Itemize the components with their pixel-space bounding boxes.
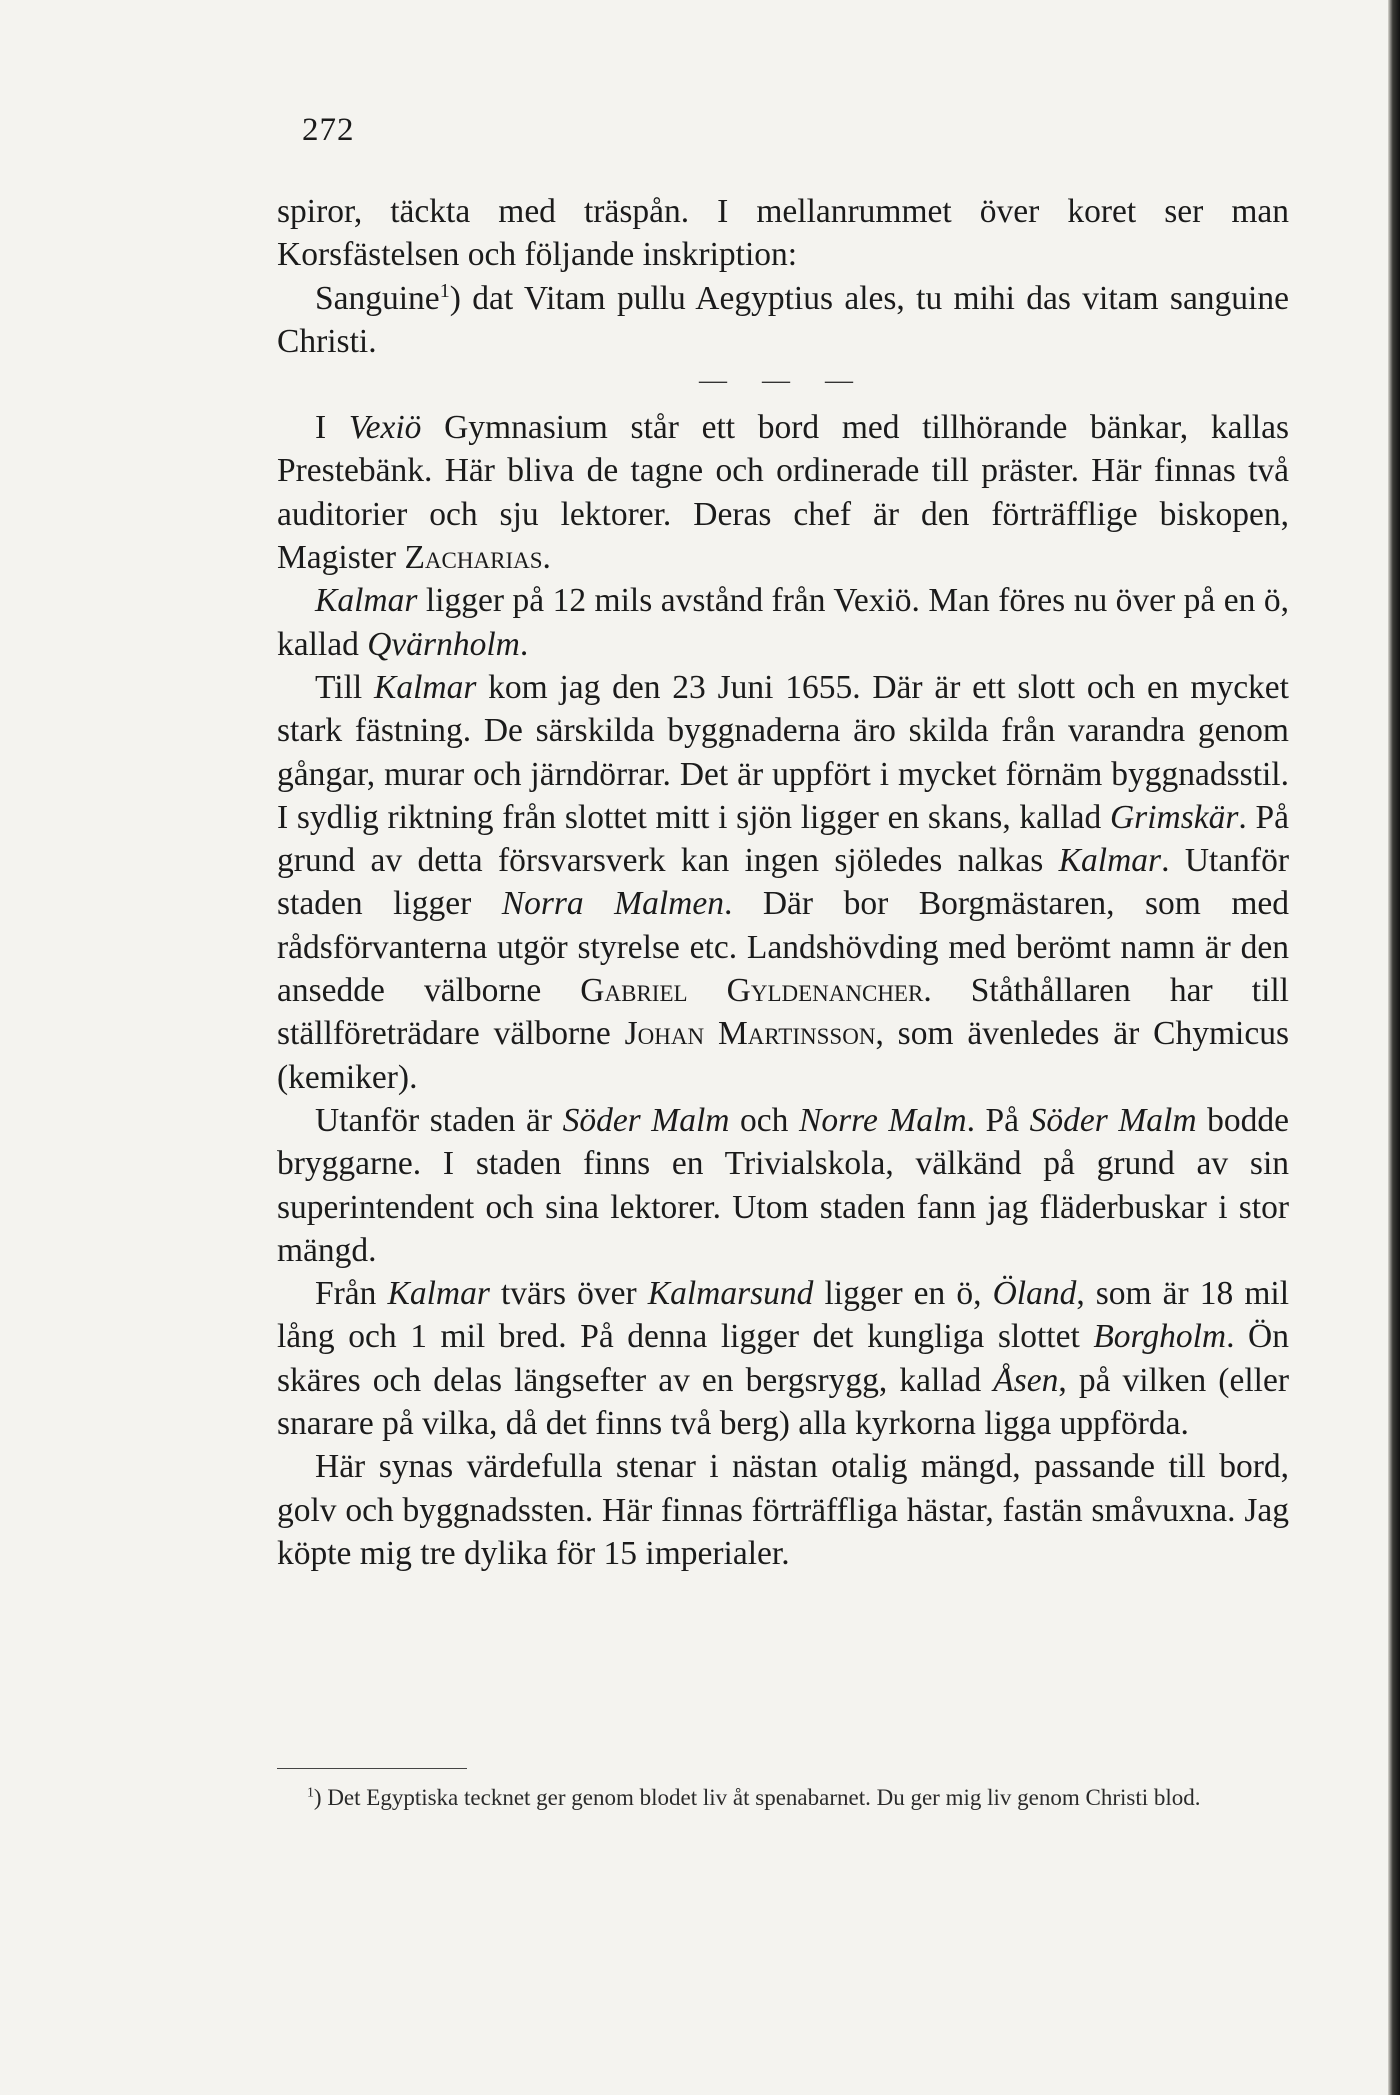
text-span: . [542,539,551,577]
text-span: . På grund av detta försvarsverk kan ingen sjöledes nalkas [277,798,1290,880]
name-zacharias: Zacharias [404,539,543,577]
text-span: . Ståthållaren har till ställföreträdare välborne [277,972,1289,1053]
footnote [277,1780,1289,1815]
text-span: . Ön skäres och delas längsefter av en bergsrygg, kallad [277,1318,1289,1399]
place-vexio: Vexiö [348,409,422,447]
text-span: Utanför staden är [315,1101,563,1139]
name-johan-martinsson: Johan Martinsson [624,1015,876,1053]
text-span: . Där bor Borgmästaren, som med rådsförvanterna utgör styrelse etc. Landshövding med berömt namn är den ansedde välborne [277,885,1289,1010]
text-span: kom jag den 23 Juni 1655. Där är ett slott och en mycket stark fästning. De särskilda byggnaderna äro skilda från varandra genom gångar, murar och järndörrar. Det är uppfört i mycket förnäm byggnadsstil. I sydlig riktning från slottet mitt i sjön ligger en skans, kallad [277,668,1289,836]
place-kalmar: Kalmar [373,668,477,706]
text-span: bodde bryggarne. I staden finns en Trivialskola, välkänd på grund av sin superintendent och sina lektorer. Utom staden fann jag fläderbuskar i stor mängd. [277,1101,1290,1269]
name-gabriel-gyldenancher: Gabriel Gyldenancher [580,972,924,1010]
paragraph-stones: Här synas värdefulla stenar i nästan otalig mängd, passande till bord, golv och byggnadssten. Här finnas förträffliga hästar, fastän småvuxna. Jag köpte mig tre dylika för 15 imperialer. [277,1448,1289,1572]
place-norra-malmen: Norra Malmen [501,885,724,923]
inscription-start: Sanguine [315,279,440,317]
text-span: . På [966,1101,1030,1139]
page-edge [1388,0,1400,2095]
text-span: . Utanför staden ligger [277,842,1289,923]
text-span: ligger på 12 mils avstånd från Vexiö. Man föres nu över på en ö, kallad [277,582,1289,663]
place-borgholm: Borgholm [1093,1318,1227,1356]
place-kalmarsund: Kalmarsund [647,1275,814,1313]
footnote-rule [277,1768,467,1769]
text-span: , som är 18 mil lång och 1 mil bred. På denna ligger det kungliga slottet [277,1275,1289,1356]
place-oland: Öland [992,1275,1077,1313]
place-qvarnholm: Qvärnholm [367,625,520,663]
paragraph-oland [277,1272,1289,1445]
text-span: och [729,1101,800,1139]
text-span: tvärs över [489,1275,648,1313]
place-norre-malm: Norre Malm [799,1101,967,1139]
section-separator: — — — [699,365,867,397]
body-text [277,190,1289,1575]
paragraph-vexio [277,406,1289,579]
footnote-marker: 1 [307,1784,314,1800]
place-soder-malm: Söder Malm [562,1101,730,1139]
paragraph-1: spiror, täckta med träspån. I mellanrummet över koret ser man Korsfästelsen och följande inskription: [277,193,1289,274]
text-span: Till [315,668,374,706]
paragraph-malm [277,1099,1289,1272]
footnote-reference: 1 [439,279,450,302]
place-kalmar: Kalmar [387,1275,490,1313]
text-span: , som ävenledes är Chymicus (kemiker). [277,1015,1289,1096]
text-span: Gymnasium står ett bord med tillhörande bänkar, kallas Prestebänk. Här bliva de tagne och ordinerade till präster. Här finnas två auditorier och sju lektorer. Deras chef är den förträfflige biskopen, Magister [277,409,1289,577]
paragraph-inscription [277,277,1289,364]
page-number: 272 [302,112,355,148]
place-asen: Åsen [993,1361,1059,1399]
footnote-text: ) Det Egyptiska tecknet ger genom blodet liv åt spenabarnet. Du ger mig liv genom Christi blod. [313,1785,1201,1810]
paragraph-kalmar-distance [277,579,1289,666]
inscription-rest: ) dat Vitam pullu Aegyptius ales, tu mihi das vitam sanguine Christi. [277,279,1289,360]
text-span: . [519,625,529,663]
paragraph-kalmar-visit [277,666,1289,1099]
text-span: ligger en ö, [813,1275,993,1313]
text-span: Från [315,1275,388,1313]
text-span: , på vilken (eller snarare på vilka, då det finns två berg) alla kyrkorna ligga uppförda. [277,1361,1289,1443]
place-grimskar: Grimskär [1109,798,1239,836]
text-span: I [315,409,349,447]
place-kalmar: Kalmar [1058,842,1162,880]
place-soder-malm: Söder Malm [1029,1101,1197,1139]
place-kalmar: Kalmar [315,582,418,620]
